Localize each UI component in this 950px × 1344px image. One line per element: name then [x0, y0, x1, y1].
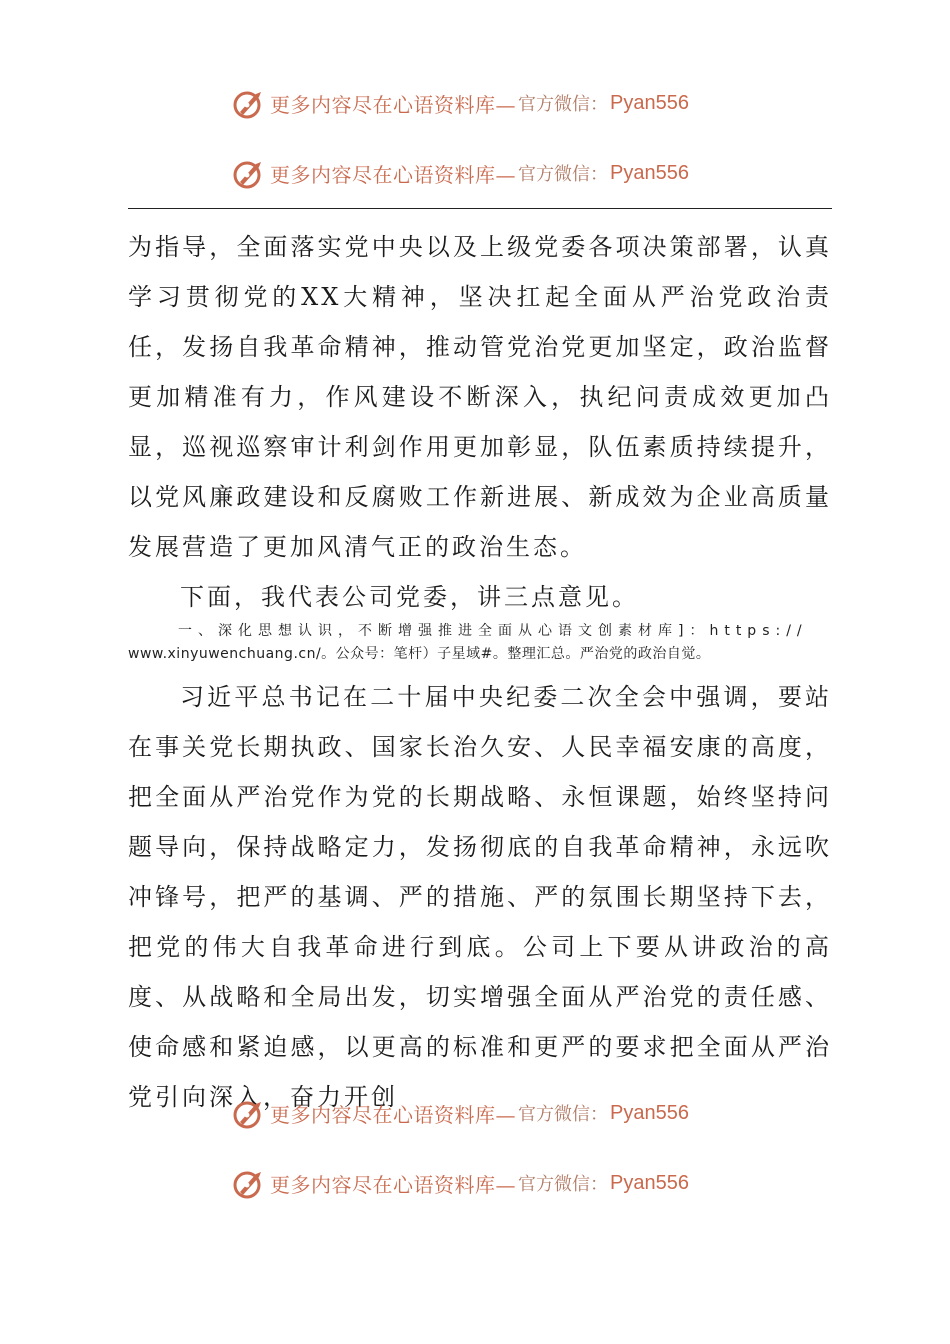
banner-main-text: 更多内容尽在心语资料库—: [270, 1172, 516, 1197]
heading-lead-text: 一、深化思想认识，不断增强推进全面从心语文创素材库]：https://: [178, 623, 808, 639]
watermark-banner-top-2: [232, 155, 689, 191]
banner-wechat-id: Pyan556: [610, 91, 689, 114]
paragraph-three-points: 下面，我代表公司党委，讲三点意见。: [180, 583, 639, 611]
banner-main-text: 更多内容尽在心语资料库—: [270, 1102, 516, 1127]
banner-official-text: 官方微信：: [518, 164, 608, 185]
pen-logo-icon: [232, 156, 266, 190]
banner-official-text: 官方微信：: [518, 1174, 608, 1195]
pen-logo-icon: [232, 1096, 266, 1130]
heading-tail-text: www.xinyuwenchuang.cn/。公众号：笔杆）子星域#。整理汇总。严治党的政治自觉。: [128, 646, 711, 662]
banner-wechat-id: Pyan556: [610, 161, 689, 184]
banner-wechat-id: Pyan556: [610, 1171, 689, 1194]
section-heading-one: [128, 620, 832, 666]
banner-official-text: 官方微信：: [518, 1104, 608, 1125]
banner-official-text: 官方微信：: [518, 94, 608, 115]
watermark-banner-bottom-2: [232, 1165, 689, 1201]
pen-logo-icon: [232, 1166, 266, 1200]
banner-main-text: 更多内容尽在心语资料库—: [270, 162, 516, 187]
header-divider: [128, 208, 832, 209]
pen-logo-icon: [232, 86, 266, 120]
banner-wechat-id: Pyan556: [610, 1101, 689, 1124]
paragraph-intro-continuation: 为指导，全面落实党中央以及上级党委各项决策部署，认真学习贯彻党的XX大精神，坚决扛起全面从严治党政治责任，发扬自我革命精神，推动管党治党更加坚定，政治监督更加精准有力，作风建设不断深入，执纪问责成效更加凸显，巡视巡察审计利剑作用更加彰显，队伍素质持续提升，以党风廉政建设和反腐败工作新进展、新成效为企业高质量发展营造了更加风清气正的政治生态。: [128, 233, 832, 561]
watermark-banner-top-1: [232, 85, 689, 121]
paragraph-xi-quote: 习近平总书记在二十届中央纪委二次全会中强调，要站在事关党长期执政、国家长治久安、人民幸福安康的高度，把全面从严治党作为党的长期战略、永恒课题，始终坚持问题导向，保持战略定力，发扬彻底的自我革命精神，永远吹冲锋号，把严的基调、严的措施、严的氛围长期坚持下去，把党的伟大自我革命进行到底。公司上下要从讲政治的高度、从战略和全局出发，切实增强全面从严治党的责任感、使命感和紧迫感，以更高的标准和更严的要求把全面从严治党引向深入，奋力开创: [128, 683, 832, 1111]
banner-main-text: 更多内容尽在心语资料库—: [270, 92, 516, 117]
watermark-banner-bottom-1: [232, 1095, 689, 1131]
